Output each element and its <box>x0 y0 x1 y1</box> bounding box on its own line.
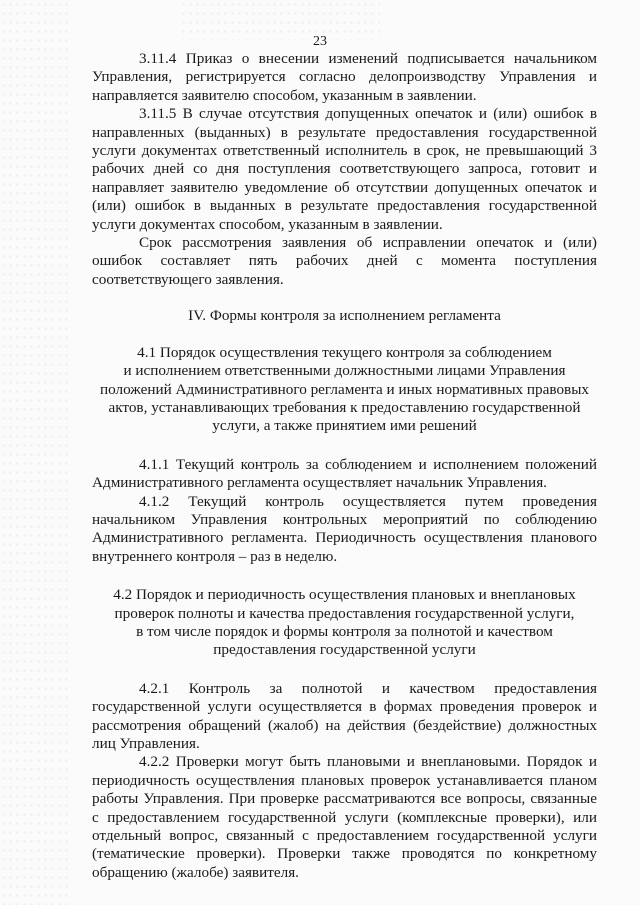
document-body <box>92 50 597 882</box>
subsection-4-2-heading <box>92 586 597 660</box>
paragraph-processing-term: Срок рассмотрения заявления об исправлении опечаток и (или) ошибок составляет пять рабочих дней с момента поступления соответствующего заявления. <box>92 234 597 288</box>
subsection-4-1-line: 4.1 Порядок осуществления текущего контроля за соблюдением <box>137 343 552 361</box>
section-iv-heading: IV. Формы контроля за исполнением регламента <box>188 307 501 325</box>
paragraph-4-2-2: 4.2.2 Проверки могут быть плановыми и внеплановыми. Порядок и периодичность осуществления плановых проверок устанавливается планом работы Управления. При проверке рассматриваются все вопросы, связанные с предоставлением государственной услуги (комплексные проверки), или отдельный вопрос, связанный с предоставлением государственной услуги (тематические проверки). Проверки также проводятся по конкретному обращению (жалобе) заявителя. <box>92 753 597 881</box>
paragraph-4-2-1: 4.2.1 Контроль за полнотой и качеством предоставления государственной услуги осуществляется в формах проведения проверок и рассмотрения обращений (жалоб) на действия (бездействие) должностных лиц Управления. <box>92 679 597 752</box>
subsection-4-1-line: и исполнением ответственными должностными лицами Управления <box>123 362 566 380</box>
paragraph-3-11-4: 3.11.4 Приказ о внесении изменений подписывается начальником Управления, регистрируется согласно делопроизводству Управления и направляется заявителю способом, указанным в заявлении. <box>92 50 597 104</box>
paragraph-4-1-2: 4.1.2 Текущий контроль осуществляется путем проведения начальником Управления контрольных мероприятий по соблюдению Административного регламента. Периодичность осуществления планового внутреннего контроля – раз в неделю. <box>92 492 597 565</box>
subsection-4-2-line: 4.2 Порядок и периодичность осуществления плановых и внеплановых <box>113 586 576 604</box>
subsection-4-1-line: актов, устанавливающих требования к предоставлению государственной <box>108 398 581 416</box>
subsection-4-1-line: услуги, а также принятием ими решений <box>212 417 477 435</box>
subsection-4-1-line: положений Административного регламента и иных нормативных правовых <box>99 380 590 398</box>
subsection-4-2-line: в том числе порядок и формы контроля за полнотой и качеством <box>136 622 553 640</box>
page-number: 23 <box>313 34 327 49</box>
scan-noise-left <box>0 0 70 905</box>
subsection-4-2-line: проверок полноты и качества предоставления государственной услуги, <box>114 604 575 622</box>
subsection-4-1-heading <box>92 344 597 436</box>
subsection-4-2-line: предоставления государственной услуги <box>213 641 476 659</box>
paragraph-4-1-1: 4.1.1 Текущий контроль за соблюдением и исполнением положений Административного регламента осуществляет начальник Управления. <box>92 455 597 492</box>
paragraph-3-11-5: 3.11.5 В случае отсутствия допущенных опечаток и (или) ошибок в направленных (выданных) в результате предоставления государственной услуги документах ответственный исполнитель в срок, не превышающий 3 рабочих дней со дня поступления соответствующего запроса, готовит и направляет заявителю уведомление об отсутствии допущенных опечаток и (или) ошибок в выданных в результате предоставления государственной услуги документах способом, указанным в заявлении. <box>92 105 597 233</box>
